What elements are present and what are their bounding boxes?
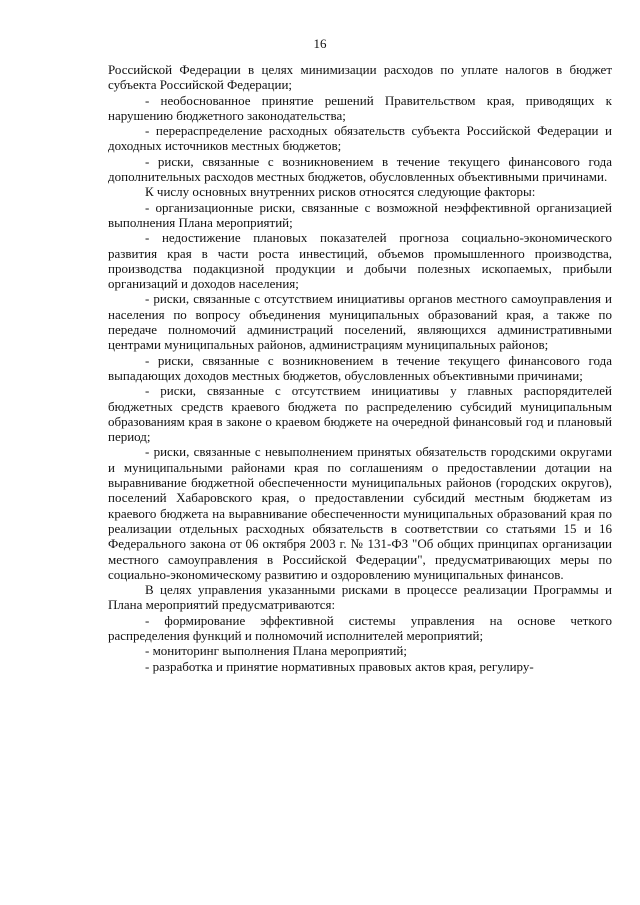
paragraph: - риски, связанные с невыполнением принятых обязательств городскими округами и муниципальными районами края по соглашениям о предоставлении дотации на выравнивание бюджетной обеспеченности муниципальных районов (городских округов), поселений Хабаровского края, о предоставлении субсидий местным бюджетам из краевого бюджета на выравнивание обеспеченности муниципальных образований края по реализации отдельных расходных обязательств в соответствии со статьями 15 и 16 Федерального закона от 06 октября 2003 г. № 131-ФЗ "Об общих принципах организации местного самоуправления в Российской Федерации", предусматривающих меры по социально-экономическому развитию и оздоровлению муниципальных финансов. xyxy=(108,444,612,582)
paragraph: - риски, связанные с отсутствием инициативы органов местного самоуправления и населения по вопросу объединения муниципальных образований края, а также по передаче полномочий администраций поселений, являющихся административными центрами муниципальных районов, администрациям муниципальных районов; xyxy=(108,291,612,353)
paragraph: - перераспределение расходных обязательств субъекта Российской Федерации и доходных источников местных бюджетов; xyxy=(108,123,612,154)
document-body xyxy=(108,62,612,674)
paragraph: - разработка и принятие нормативных правовых актов края, регулиру- xyxy=(145,658,534,674)
paragraph: - организационные риски, связанные с возможной неэффективной организацией выполнения Плана мероприятий; xyxy=(108,199,612,230)
paragraph: - формирование эффективной системы управления на основе четкого распределения функций и полномочий исполнителей мероприятий; xyxy=(108,612,612,643)
paragraph: - риски, связанные с возникновением в течение текущего финансового года дополнительных расходов местных бюджетов, обусловленных объективными причинами. xyxy=(108,153,612,185)
paragraph: - необоснованное принятие решений Правительством края, приводящих к нарушению бюджетного законодательства; xyxy=(108,92,612,123)
paragraph: Российской Федерации в целях минимизации расходов по уплате налогов в бюджет субъекта Российской Федерации; xyxy=(108,62,612,93)
paragraph: В целях управления указанными рисками в процессе реализации Программы и Плана мероприятий предусматриваются: xyxy=(108,582,612,613)
paragraph: - риски, связанные с возникновением в течение текущего финансового года выпадающих доходов местных бюджетов, обусловленных объективными причинами; xyxy=(108,352,612,383)
paragraph: - мониторинг выполнения Плана мероприятий; xyxy=(145,643,407,659)
paragraph: - риски, связанные с отсутствием инициативы у главных распорядителей бюджетных средств краевого бюджета по распределению субсидий муниципальным образованиям края в законе о краевом бюджете на очередной финансовый год и плановый период; xyxy=(108,383,612,445)
paragraph: - недостижение плановых показателей прогноза социально-экономического развития края в части роста инвестиций, объемов промышленного производства, производства подакцизной продукции и добычи полезных ископаемых, прибыли организаций и доходов населения; xyxy=(108,230,612,292)
page-number: 16 xyxy=(313,36,327,51)
paragraph: К числу основных внутренних рисков относятся следующие факторы: xyxy=(145,184,536,200)
